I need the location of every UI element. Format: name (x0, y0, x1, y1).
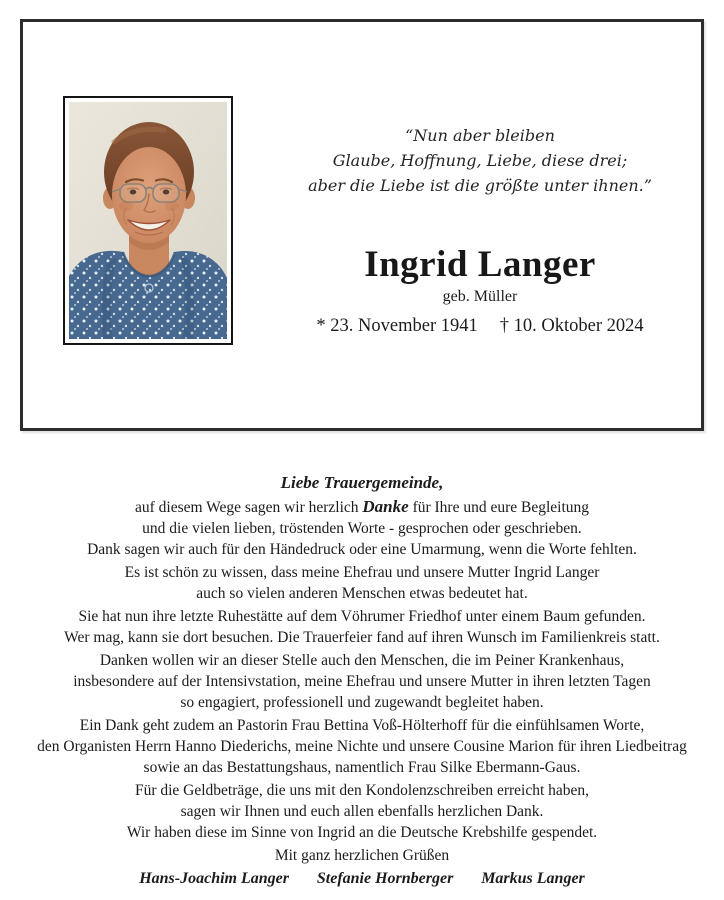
salutation: Liebe Trauergemeinde, (280, 473, 444, 492)
paragraph-hospital-thanks (0, 650, 724, 713)
thanks-text-before: auf diesem Wege sagen wir herzlich (134, 499, 363, 516)
life-dates (290, 314, 670, 338)
paragraph-donations (0, 780, 724, 843)
letter-line: insbesondere auf der Intensivstation, meine Ehefrau und unsere Mutter in ihren letzten Tagen (73, 673, 651, 690)
closing-greeting: Mit ganz herzlichen Grüßen (274, 847, 450, 864)
quote-line-3: aber die Liebe ist die größte unter ihnen.” (308, 176, 652, 195)
quote-line-1: “Nun aber bleiben (405, 126, 555, 145)
deceased-name: Ingrid Langer (364, 244, 596, 285)
letter-line: auch so vielen anderen Menschen etwas bedeutet hat. (196, 585, 528, 602)
paragraph-thanks-intro (0, 496, 724, 560)
memorial-card (20, 19, 704, 431)
letter-line: Dank sagen wir auch für den Händedruck oder eine Umarmung, wenn die Worte fehlten. (87, 541, 637, 558)
letter-line: und die vielen lieben, tröstenden Worte - gesprochen oder geschrieben. (142, 520, 582, 537)
portrait-photo-frame (63, 96, 233, 345)
paragraph-special-thanks (0, 715, 724, 778)
deceased-name-block (290, 244, 670, 338)
letter-line: Ein Dank geht zudem an Pastorin Frau Bettina Voß-Hölterhoff für die einfühlsamen Worte, (79, 717, 645, 734)
signature-stefanie-hornberger: Stefanie Hornberger (316, 870, 454, 887)
letter-line: Für die Geldbeträge, die uns mit den Kondolenzschreiben erreicht haben, (134, 782, 590, 799)
letter-line: den Organisten Herrn Hanno Diederichs, meine Nichte und unsere Cousine Marion für ihren Liedbeitrag (37, 738, 687, 755)
letter-line: Wir haben diese im Sinne von Ingrid an die Deutsche Krebshilfe gespendet. (126, 824, 598, 841)
signatures (0, 868, 724, 889)
letter-line: Sie hat nun ihre letzte Ruhestätte auf dem Vöhrumer Friedhof unter einem Baum gefunden. (78, 608, 646, 625)
letter-line (0, 496, 724, 518)
signature-markus-langer: Markus Langer (481, 870, 585, 887)
memorial-quote (290, 123, 670, 198)
portrait-photo (69, 102, 227, 339)
thanks-text-after: für Ihre und eure Begleitung (408, 499, 590, 516)
letter-line: Es ist schön zu wissen, dass meine Ehefrau und unsere Mutter Ingrid Langer (124, 564, 600, 581)
paragraph-resting-place (0, 606, 724, 648)
paragraph-meaning (0, 562, 724, 604)
danke-emphasis: Danke (362, 497, 409, 516)
signature-hans-joachim-langer: Hans-Joachim Langer (139, 870, 289, 887)
letter-line: Danken wollen wir an dieser Stelle auch den Menschen, die im Peiner Krankenhaus, (99, 652, 625, 669)
letter-line: sowie an das Bestattungshaus, namentlich Frau Silke Ebermann-Gaus. (143, 759, 581, 776)
quote-line-2: Glaube, Hoffnung, Liebe, diese drei; (332, 151, 628, 170)
death-date: † 10. Oktober 2024 (499, 316, 644, 336)
letter-line: Wer mag, kann sie dort besuchen. Die Trauerfeier fand auf ihren Wunsch im Familienkreis statt. (64, 629, 660, 646)
letter-line: so engagiert, professionell und zugewandt begleitet haben. (180, 694, 544, 711)
birth-date: * 23. November 1941 (316, 316, 478, 336)
letter-line: sagen wir Ihnen und euch allen ebenfalls herzlichen Dank. (180, 803, 544, 820)
thank-you-letter (0, 472, 724, 889)
maiden-name: geb. Müller (442, 288, 518, 305)
